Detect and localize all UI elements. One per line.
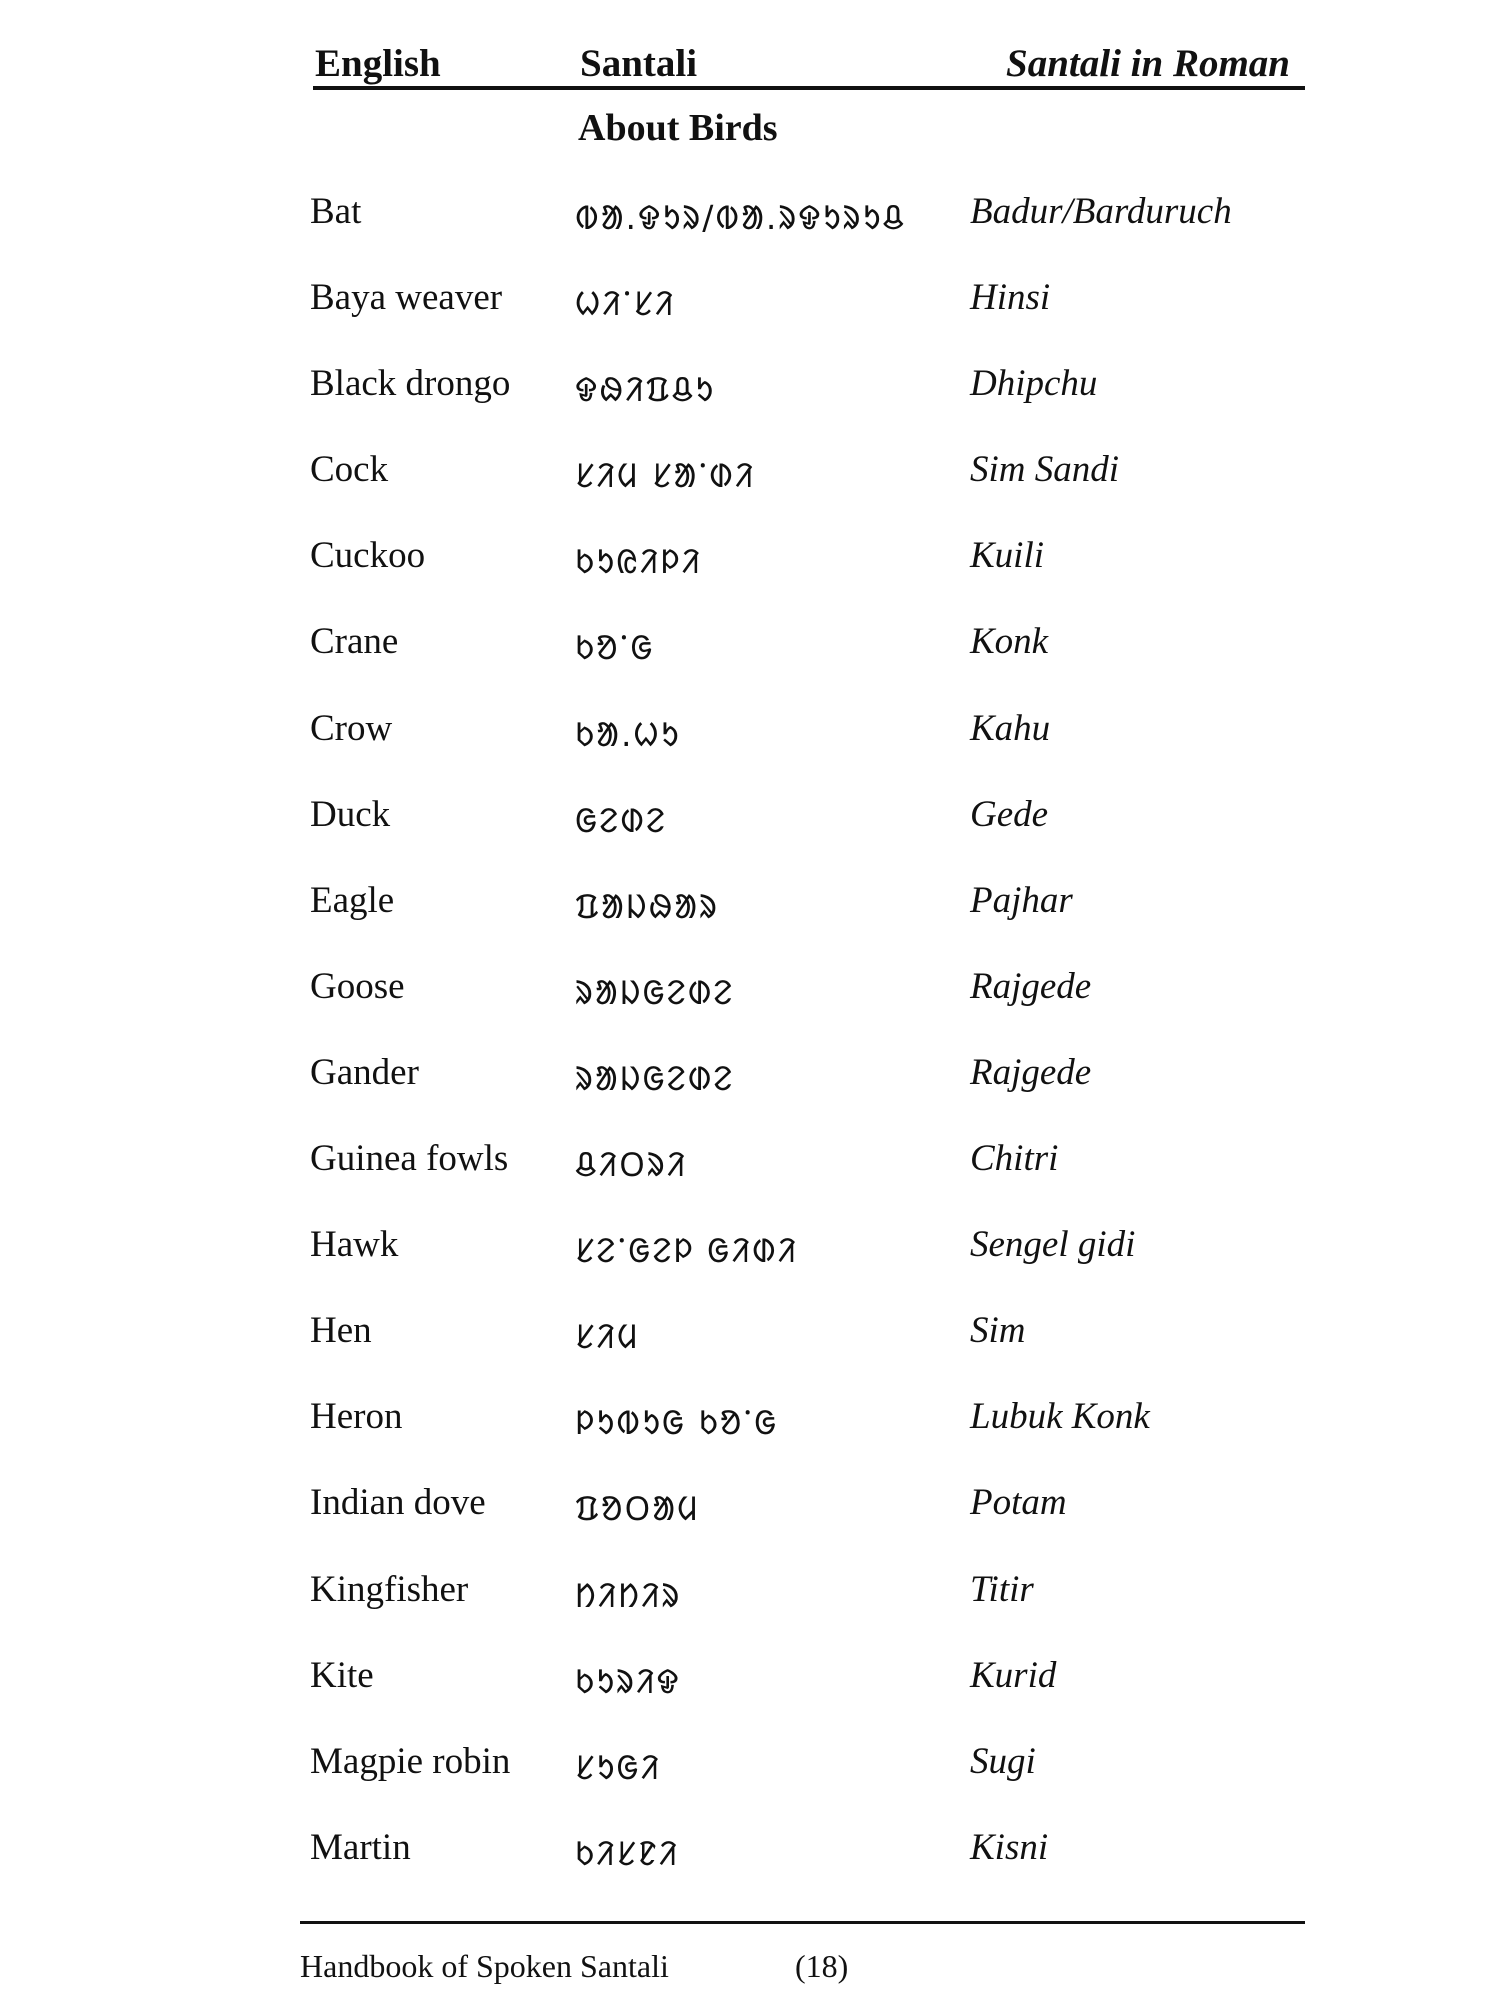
english-word: Indian dove [310, 1482, 486, 1524]
list-item [295, 1299, 1305, 1385]
santali-word: ᱥᱩᱜᱤ [575, 1747, 662, 1787]
santali-word: ᱞᱩᱵᱩᱜ ᱠᱚᱸᱜ [575, 1403, 779, 1443]
roman-transliteration: Lubuk Konk [970, 1396, 1150, 1438]
english-word: Cuckoo [310, 535, 426, 577]
footer-book-title: Handbook of Spoken Santali [300, 1948, 669, 1984]
list-item [295, 1213, 1305, 1299]
english-word: Black drongo [310, 363, 511, 405]
santali-word: ᱥᱤᱢ ᱥᱟᱸᱰᱤ [575, 456, 756, 496]
santali-word: ᱨᱟᱡᱜᱮᱰᱮ [575, 972, 735, 1012]
santali-word: ᱦᱤᱸᱥᱤ [575, 284, 676, 324]
english-word: Bat [310, 191, 362, 232]
roman-transliteration: Rajgede [970, 1051, 1092, 1093]
santali-word: ᱠᱟ.ᱦᱩ [575, 714, 681, 754]
roman-transliteration: Rajgede [970, 965, 1092, 1007]
english-word: Hawk [310, 1224, 399, 1266]
english-word: Cock [310, 449, 389, 491]
list-item [295, 869, 1305, 955]
english-word: Crow [310, 707, 393, 749]
list-item [295, 1385, 1305, 1471]
roman-transliteration: Konk [970, 621, 1049, 663]
santali-word: ᱨᱟᱡᱜᱮᱰᱮ [575, 1058, 735, 1098]
vocabulary-list [295, 180, 1305, 1902]
header-santali-roman: Santali in Roman [1006, 42, 1290, 85]
roman-transliteration: Gede [970, 793, 1049, 835]
roman-transliteration: Kuili [970, 535, 1045, 577]
english-word: Hen [310, 1310, 372, 1352]
english-word: Kite [310, 1654, 374, 1696]
list-item [295, 1041, 1305, 1127]
roman-transliteration: Pajhar [970, 879, 1073, 921]
roman-transliteration: Hinsi [970, 277, 1051, 319]
list-item [295, 352, 1305, 438]
roman-transliteration: Chitri [970, 1138, 1059, 1180]
roman-transliteration: Sim Sandi [970, 449, 1120, 491]
list-item [295, 1558, 1305, 1644]
english-word: Baya weaver [310, 277, 503, 319]
roman-transliteration: Titir [970, 1568, 1034, 1610]
list-item [295, 955, 1305, 1041]
english-word: Gander [310, 1051, 419, 1093]
list-item [295, 438, 1305, 524]
santali-word: ᱪᱤᱛᱨᱤ [575, 1145, 688, 1185]
list-item [295, 1644, 1305, 1730]
english-word: Crane [310, 621, 399, 663]
list-item [295, 180, 1305, 266]
roman-transliteration: Sim [970, 1310, 1026, 1352]
roman-transliteration: Kisni [970, 1826, 1049, 1868]
english-word: Eagle [310, 879, 395, 921]
list-item [295, 783, 1305, 869]
santali-word: ᱥᱮᱸᱜᱮᱞ ᱜᱤᱰᱤ [575, 1231, 799, 1271]
list-item [295, 1127, 1305, 1213]
english-word: Heron [310, 1396, 403, 1438]
english-word: Guinea fowls [310, 1138, 509, 1180]
santali-word: ᱠᱩᱨᱤᱫ [575, 1661, 681, 1701]
roman-transliteration: Dhipchu [970, 363, 1098, 405]
english-word: Duck [310, 793, 391, 835]
santali-word: ᱜᱮᱰᱮ [575, 800, 667, 840]
roman-transliteration: Potam [970, 1482, 1067, 1524]
santali-word: ᱫᱷᱤᱯᱪᱩ [575, 370, 716, 410]
list-item [295, 1816, 1305, 1902]
header-english: English [315, 42, 441, 85]
santali-word: ᱠᱩᱭᱤᱞᱤ [575, 542, 703, 582]
roman-transliteration: Kurid [970, 1654, 1057, 1696]
santali-word: ᱯᱟᱡᱷᱟᱨ [575, 886, 720, 926]
header-divider [313, 86, 1305, 90]
santali-word: ᱠᱚᱸᱜ [575, 628, 655, 668]
english-word: Magpie robin [310, 1740, 511, 1782]
santali-word: ᱠᱤᱥᱱᱤ [575, 1833, 680, 1873]
roman-transliteration: Badur/Barduruch [970, 191, 1232, 232]
page-number: (18) [795, 1948, 849, 1984]
section-title: About Birds [578, 107, 778, 149]
english-word: Goose [310, 965, 405, 1007]
list-item [295, 1730, 1305, 1816]
santali-word: ᱯᱚᱛᱟᱢ [575, 1489, 700, 1529]
english-word: Martin [310, 1826, 411, 1868]
roman-transliteration: Kahu [970, 707, 1051, 749]
roman-transliteration: Sugi [970, 1740, 1036, 1782]
list-item [295, 1471, 1305, 1557]
list-item [295, 266, 1305, 352]
list-item [295, 697, 1305, 783]
english-word: Kingfisher [310, 1568, 469, 1610]
header-santali: Santali [580, 42, 698, 85]
list-item [295, 610, 1305, 696]
santali-word: ᱥᱤᱢ [575, 1317, 640, 1357]
roman-transliteration: Sengel gidi [970, 1224, 1136, 1266]
list-item [295, 524, 1305, 610]
footer-divider [300, 1921, 1305, 1924]
santali-word: ᱴᱤᱴᱤᱨ [575, 1575, 682, 1615]
santali-word: ᱵᱟ.ᱫᱩᱨ/ᱵᱟ.ᱨᱫᱩᱨᱩᱪ [575, 198, 907, 237]
table-header [300, 36, 1305, 92]
